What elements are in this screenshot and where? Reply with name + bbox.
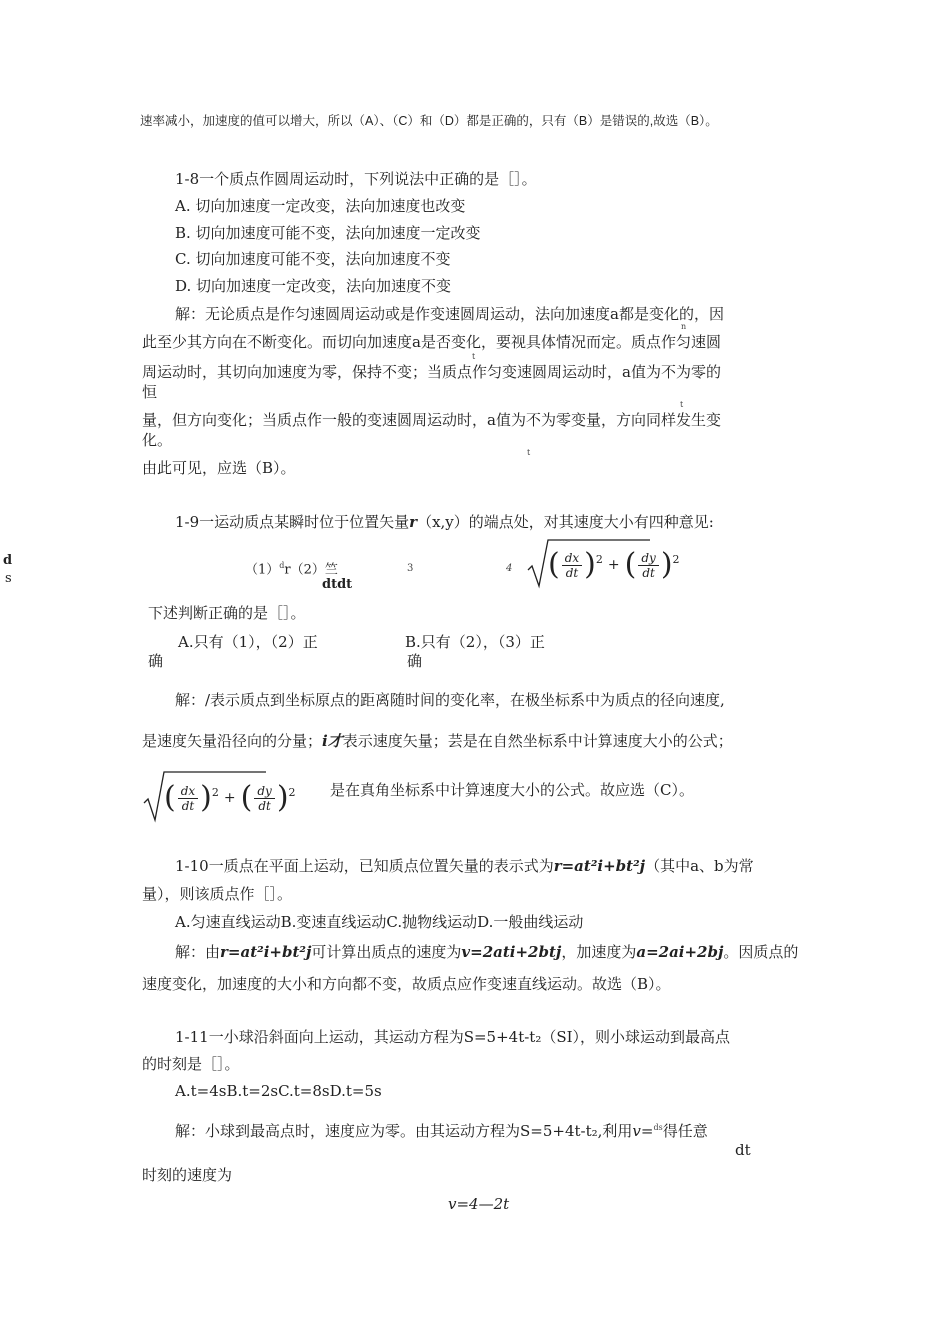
q110-solution-line2: 速度变化，加速度的大小和方向都不变，故质点应作变速直线运动。故选（B）。	[142, 975, 671, 993]
q19-choice-a: A.只有（1），（2）正	[178, 633, 318, 651]
q110-sol-post: 。因质点的	[723, 943, 799, 961]
q111-question-line1: 1-11一小球沿斜面向上运动，其运动方程为S=5+4t-t₂（SI），则小球运动到最高点	[175, 1028, 731, 1046]
q18-solution-line1: 解：无论质点是作匀速圆周运动或是作变速圆周运动，法向加速度a都是变化的，因	[175, 305, 724, 323]
q111-solution-line1	[175, 1118, 708, 1141]
q111-solution-line2: 时刻的速度为	[142, 1166, 233, 1184]
q19-opt-dtdt: dtdt	[322, 577, 353, 592]
dy-dt-fraction: $\frac{dy}{dt}$	[638, 551, 658, 580]
q19-sol2-sym: i才	[322, 732, 343, 750]
q110-q-post: （其中a、b为常	[645, 857, 754, 875]
q19-opt3: 3	[407, 563, 414, 574]
q18-mark-t1: t	[472, 352, 476, 361]
q19-solution-sqrt-formula: ( $\frac{dx}{dt}$ ) 2 + ( $\frac{dy}{dt}$ ) 2	[142, 770, 267, 824]
q19-choice-a-cont: 确	[148, 652, 164, 670]
q18-solution-line2: 此至少其方向在不断变化。而切向加速度a是否变化，要视具体情况而定。质点作匀速圆	[142, 333, 721, 351]
q19-opt1-r: r（2）竺	[284, 562, 338, 578]
dy-dt-fraction: $\frac{dy}{dt}$	[254, 784, 274, 813]
q110-sol-v: v=2ati+2btj	[461, 943, 562, 961]
q18-mark-t3: t	[527, 448, 531, 457]
q110-solution-line1	[175, 942, 798, 962]
q18-solution-line4: 恒	[142, 383, 158, 401]
q18-solution-line3: 周运动时，其切向加速度为零，保持不变；当质点作匀变速圆周运动时，a值为不为零的	[142, 363, 721, 381]
margin-s: s	[5, 571, 12, 586]
q111-sol-ds: ds	[653, 1123, 663, 1132]
q111-sol-v: v=	[632, 1122, 654, 1140]
q19-question	[175, 512, 714, 532]
margin-d: d	[3, 553, 13, 568]
q110-sol-mid: 可计算出质点的速度为	[311, 943, 462, 961]
q19-opt1-label: （1）	[245, 562, 280, 578]
q111-sol-dt: dt	[735, 1141, 751, 1159]
q18-option-b: B. 切向加速度可能不变，法向加速度一定改变	[175, 224, 481, 242]
q19-sol2-pre: 是速度矢量沿径向的分量；	[142, 732, 323, 750]
q19-choice-b-cont: 确	[407, 652, 423, 670]
q18-solution-line6: 化。	[142, 431, 173, 449]
q18-mark-t2: t	[680, 400, 684, 409]
q19-solution-line2	[142, 731, 733, 751]
q18-option-d: D. 切向加速度一定改变，法向加速度不变	[175, 277, 452, 295]
q18-option-c: C. 切向加速度可能不变，法向加速度不变	[175, 250, 451, 268]
q18-mark-n: n	[681, 322, 687, 331]
q111-options: A.t=4sB.t=2sC.t=8sD.t=5s	[175, 1082, 382, 1100]
q19-opt1-d: d	[279, 561, 285, 570]
q19-solution-line1: 解：/表示质点到坐标原点的距离随时间的变化率，在极坐标系中为质点的径向速度,	[175, 691, 725, 709]
q110-question-line2: 量），则该质点作［］。	[142, 885, 293, 903]
q19-solution-line3: 是在真角坐标系中计算速度大小的公式。故应选（C）。	[330, 781, 694, 799]
q18-solution-line7: 由此可见，应选（B）。	[142, 459, 296, 477]
q19-judge: 下述判断正确的是［］。	[148, 604, 306, 622]
q110-sol-mid2: ，加速度为	[561, 943, 637, 961]
q110-options: A.匀速直线运动B.变速直线运动C.抛物线运动D.一般曲线运动	[175, 913, 584, 931]
q19-question-pre: 1-9一运动质点某瞬时位于位置矢量	[175, 513, 410, 531]
q111-sol-post: 得任意	[662, 1122, 708, 1140]
q19-question-post: （x,y）的端点处，对其速度大小有四种意见:	[417, 513, 714, 531]
q18-option-a: A. 切向加速度一定改变，法向加速度也改变	[175, 197, 466, 215]
q18-question: 1-8一个质点作圆周运动时，下列说法中正确的是［］。	[175, 170, 537, 188]
q19-sqrt-formula: ( $\frac{dx}{dt}$ ) 2 + ( $\frac{dy}{dt}$ ) 2	[526, 538, 651, 590]
q19-choice-b: B.只有（2），（3）正	[405, 633, 545, 651]
q110-q-pre: 1-10一质点在平面上运动，已知质点位置矢量的表示式为	[175, 857, 554, 875]
q18-solution-line5: 量，但方向变化；当质点作一般的变速圆周运动时，a值为不为零变量，方向同样发生变	[142, 411, 721, 429]
q19-sol2-post: 表示速度矢量；芸是在自然坐标系中计算速度大小的公式；	[342, 732, 733, 750]
q110-sol-a: a=2ai+2bj	[636, 943, 724, 961]
top-line: 速率减小，加速度的值可以增大，所以（A）、（C）和（D）都是正确的，只有（B）是错误的,故选（B）。	[140, 114, 718, 128]
q111-question-line2: 的时刻是［］。	[142, 1055, 240, 1073]
q111-sol-pre: 解：小球到最高点时，速度应为零。由其运动方程为S=5+4t-t₂,利用	[175, 1122, 633, 1140]
q111-formula: v=4—2t	[448, 1195, 510, 1213]
q110-sol-r: r=at²i+bt²j	[220, 943, 312, 961]
dx-dt-fraction: $\frac{dx}{dt}$	[178, 784, 198, 813]
q110-q-formula: r=at²i+bt²j	[553, 857, 646, 875]
q19-opt4: 4	[506, 563, 513, 574]
q110-sol-pre: 解：由	[175, 943, 221, 961]
q110-question	[175, 856, 754, 876]
dx-dt-fraction: $\frac{dx}{dt}$	[562, 551, 582, 580]
q19-question-r: r	[409, 513, 418, 531]
